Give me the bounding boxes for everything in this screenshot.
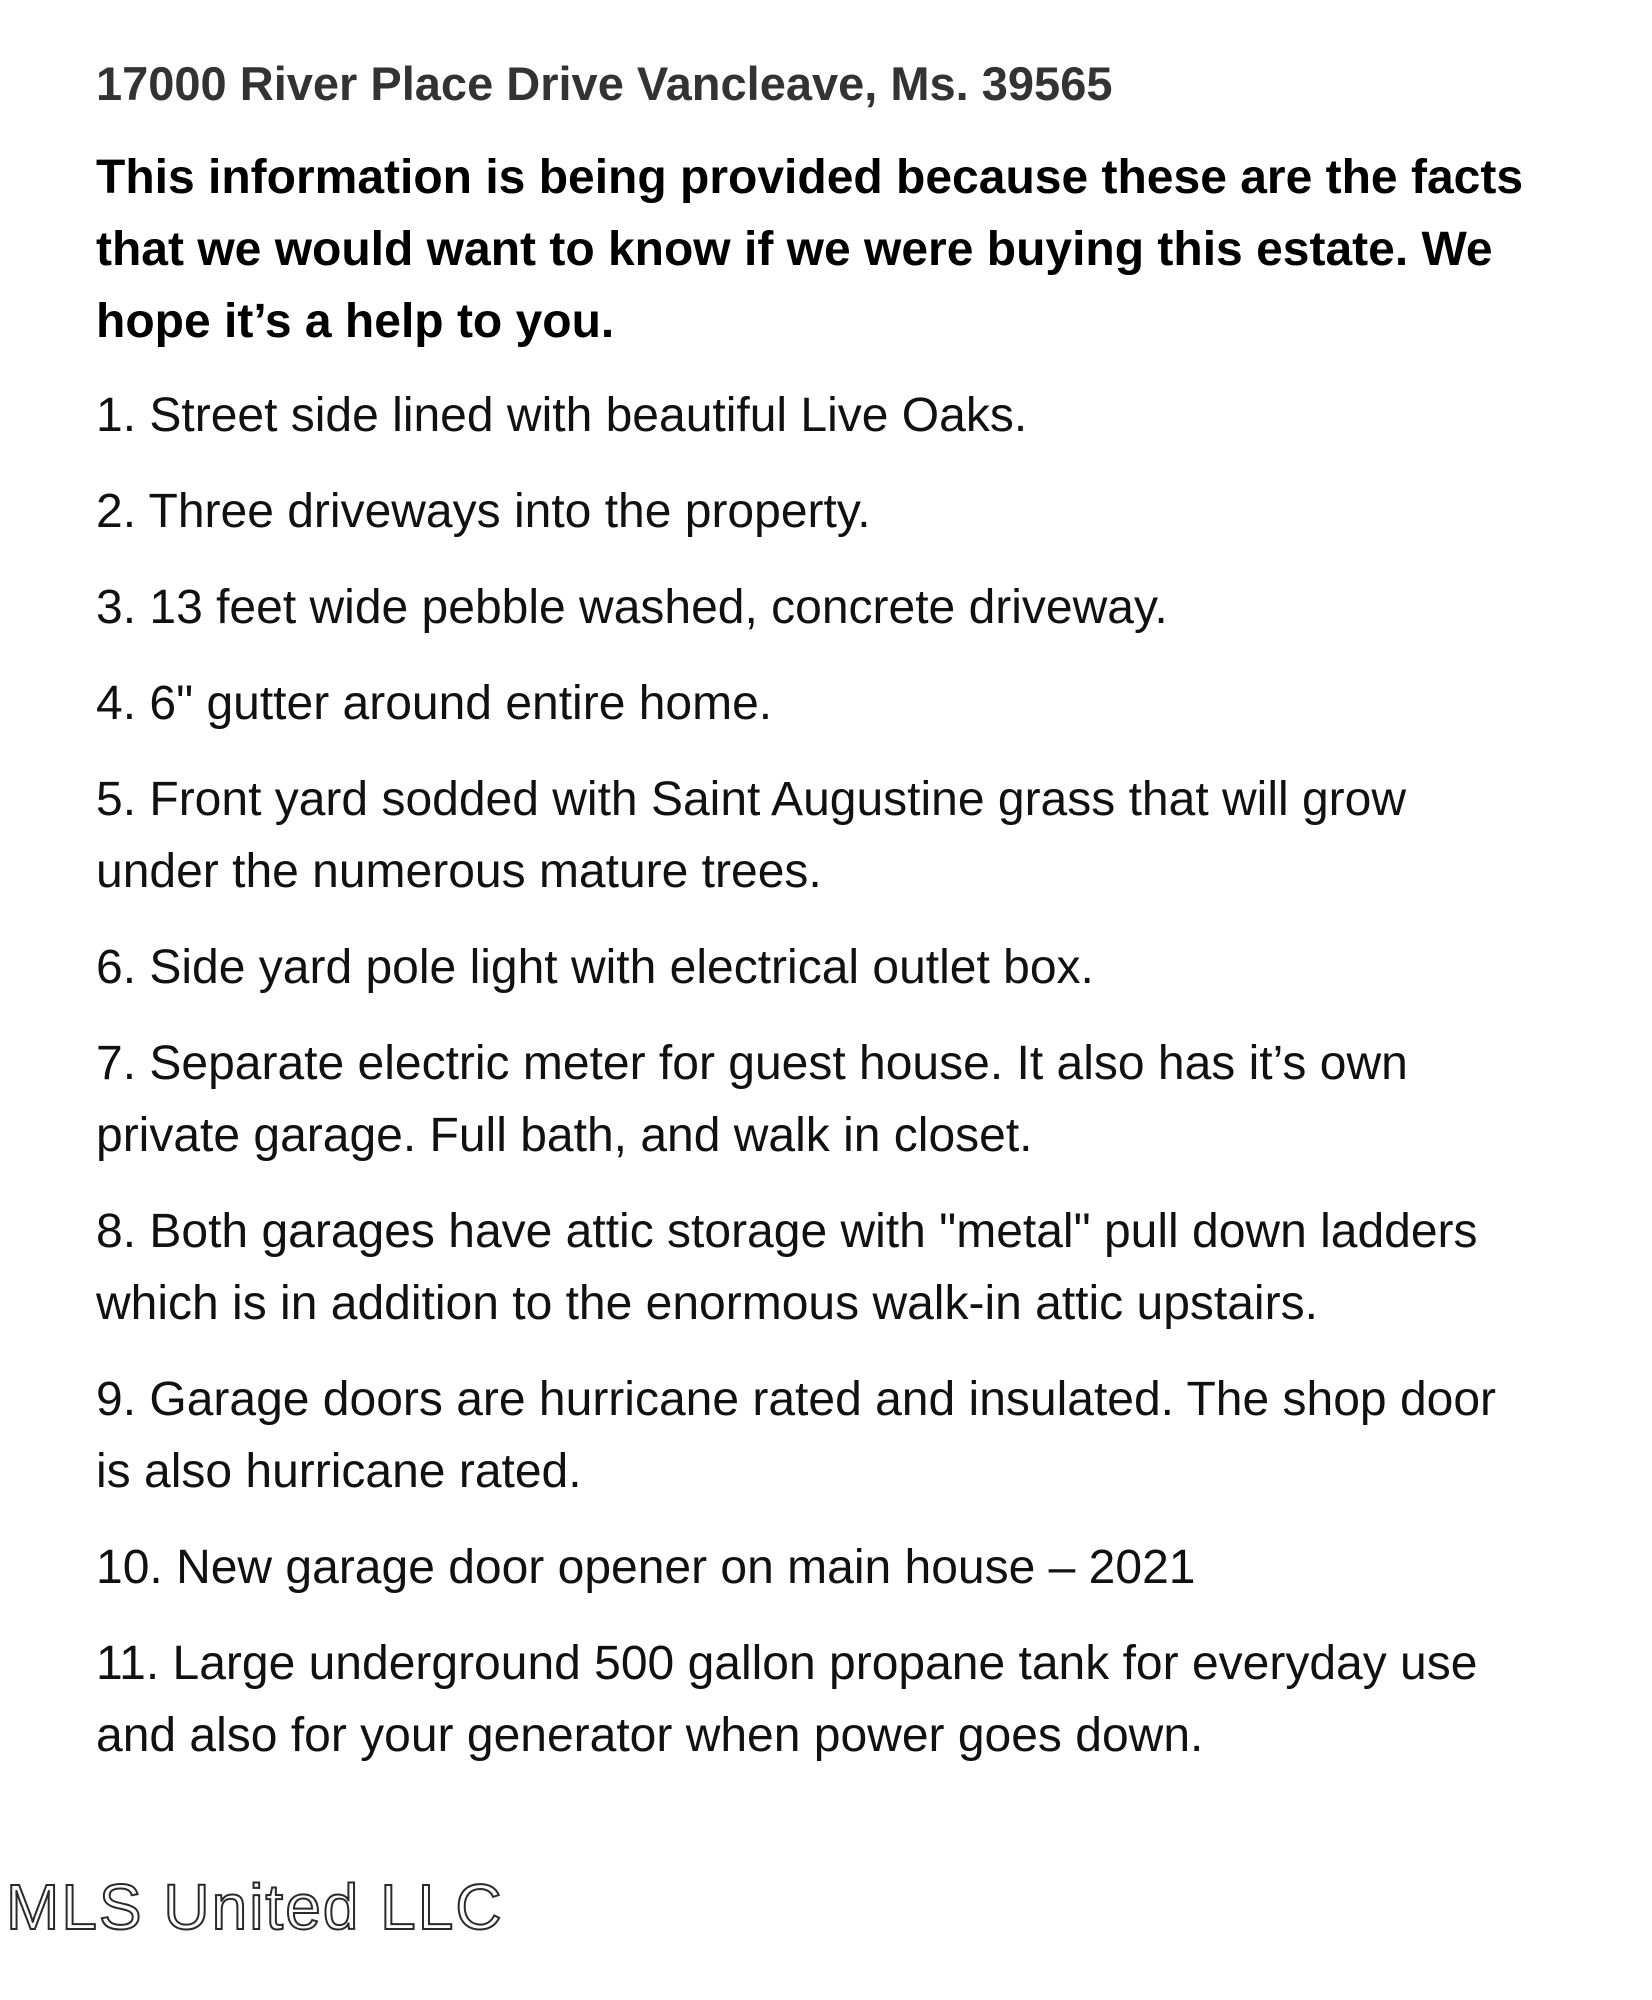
fact-item: 5. Front yard sodded with Saint Augustine grass that will grow under the numerous mature trees. [96,773,1407,898]
facts-list [96,380,1536,1772]
fact-item: 4. 6" gutter around entire home. [96,677,773,730]
fact-item: 10. New garage door opener on main house – 2021 [96,1541,1196,1594]
fact-item: 11. Large underground 500 gallon propane tank for everyday use and also for your generator when power goes down. [96,1637,1478,1762]
fact-item: 6. Side yard pole light with electrical outlet box. [96,941,1094,994]
fact-item: 8. Both garages have attic storage with "metal" pull down ladders which is in addition to the enormous walk-in attic upstairs. [96,1205,1478,1330]
fact-item: 2. Three driveways into the property. [96,485,871,538]
property-address: 17000 River Place Drive Vancleave, Ms. 39565 [96,57,1113,110]
intro-paragraph: This information is being provided because these are the facts that we would want to know if we were buying this estate. We hope it’s a help to you. [96,151,1524,348]
fact-item: 3. 13 feet wide pebble washed, concrete driveway. [96,581,1168,634]
document-page [96,48,1536,1796]
fact-item: 9. Garage doors are hurricane rated and insulated. The shop door is also hurricane rated. [96,1373,1497,1498]
fact-item: 1. Street side lined with beautiful Live Oaks. [96,389,1028,442]
watermark-text: MLS United LLC [6,1871,504,1943]
fact-item: 7. Separate electric meter for guest house. It also has it’s own private garage. Full bath, and walk in closet. [96,1037,1408,1162]
